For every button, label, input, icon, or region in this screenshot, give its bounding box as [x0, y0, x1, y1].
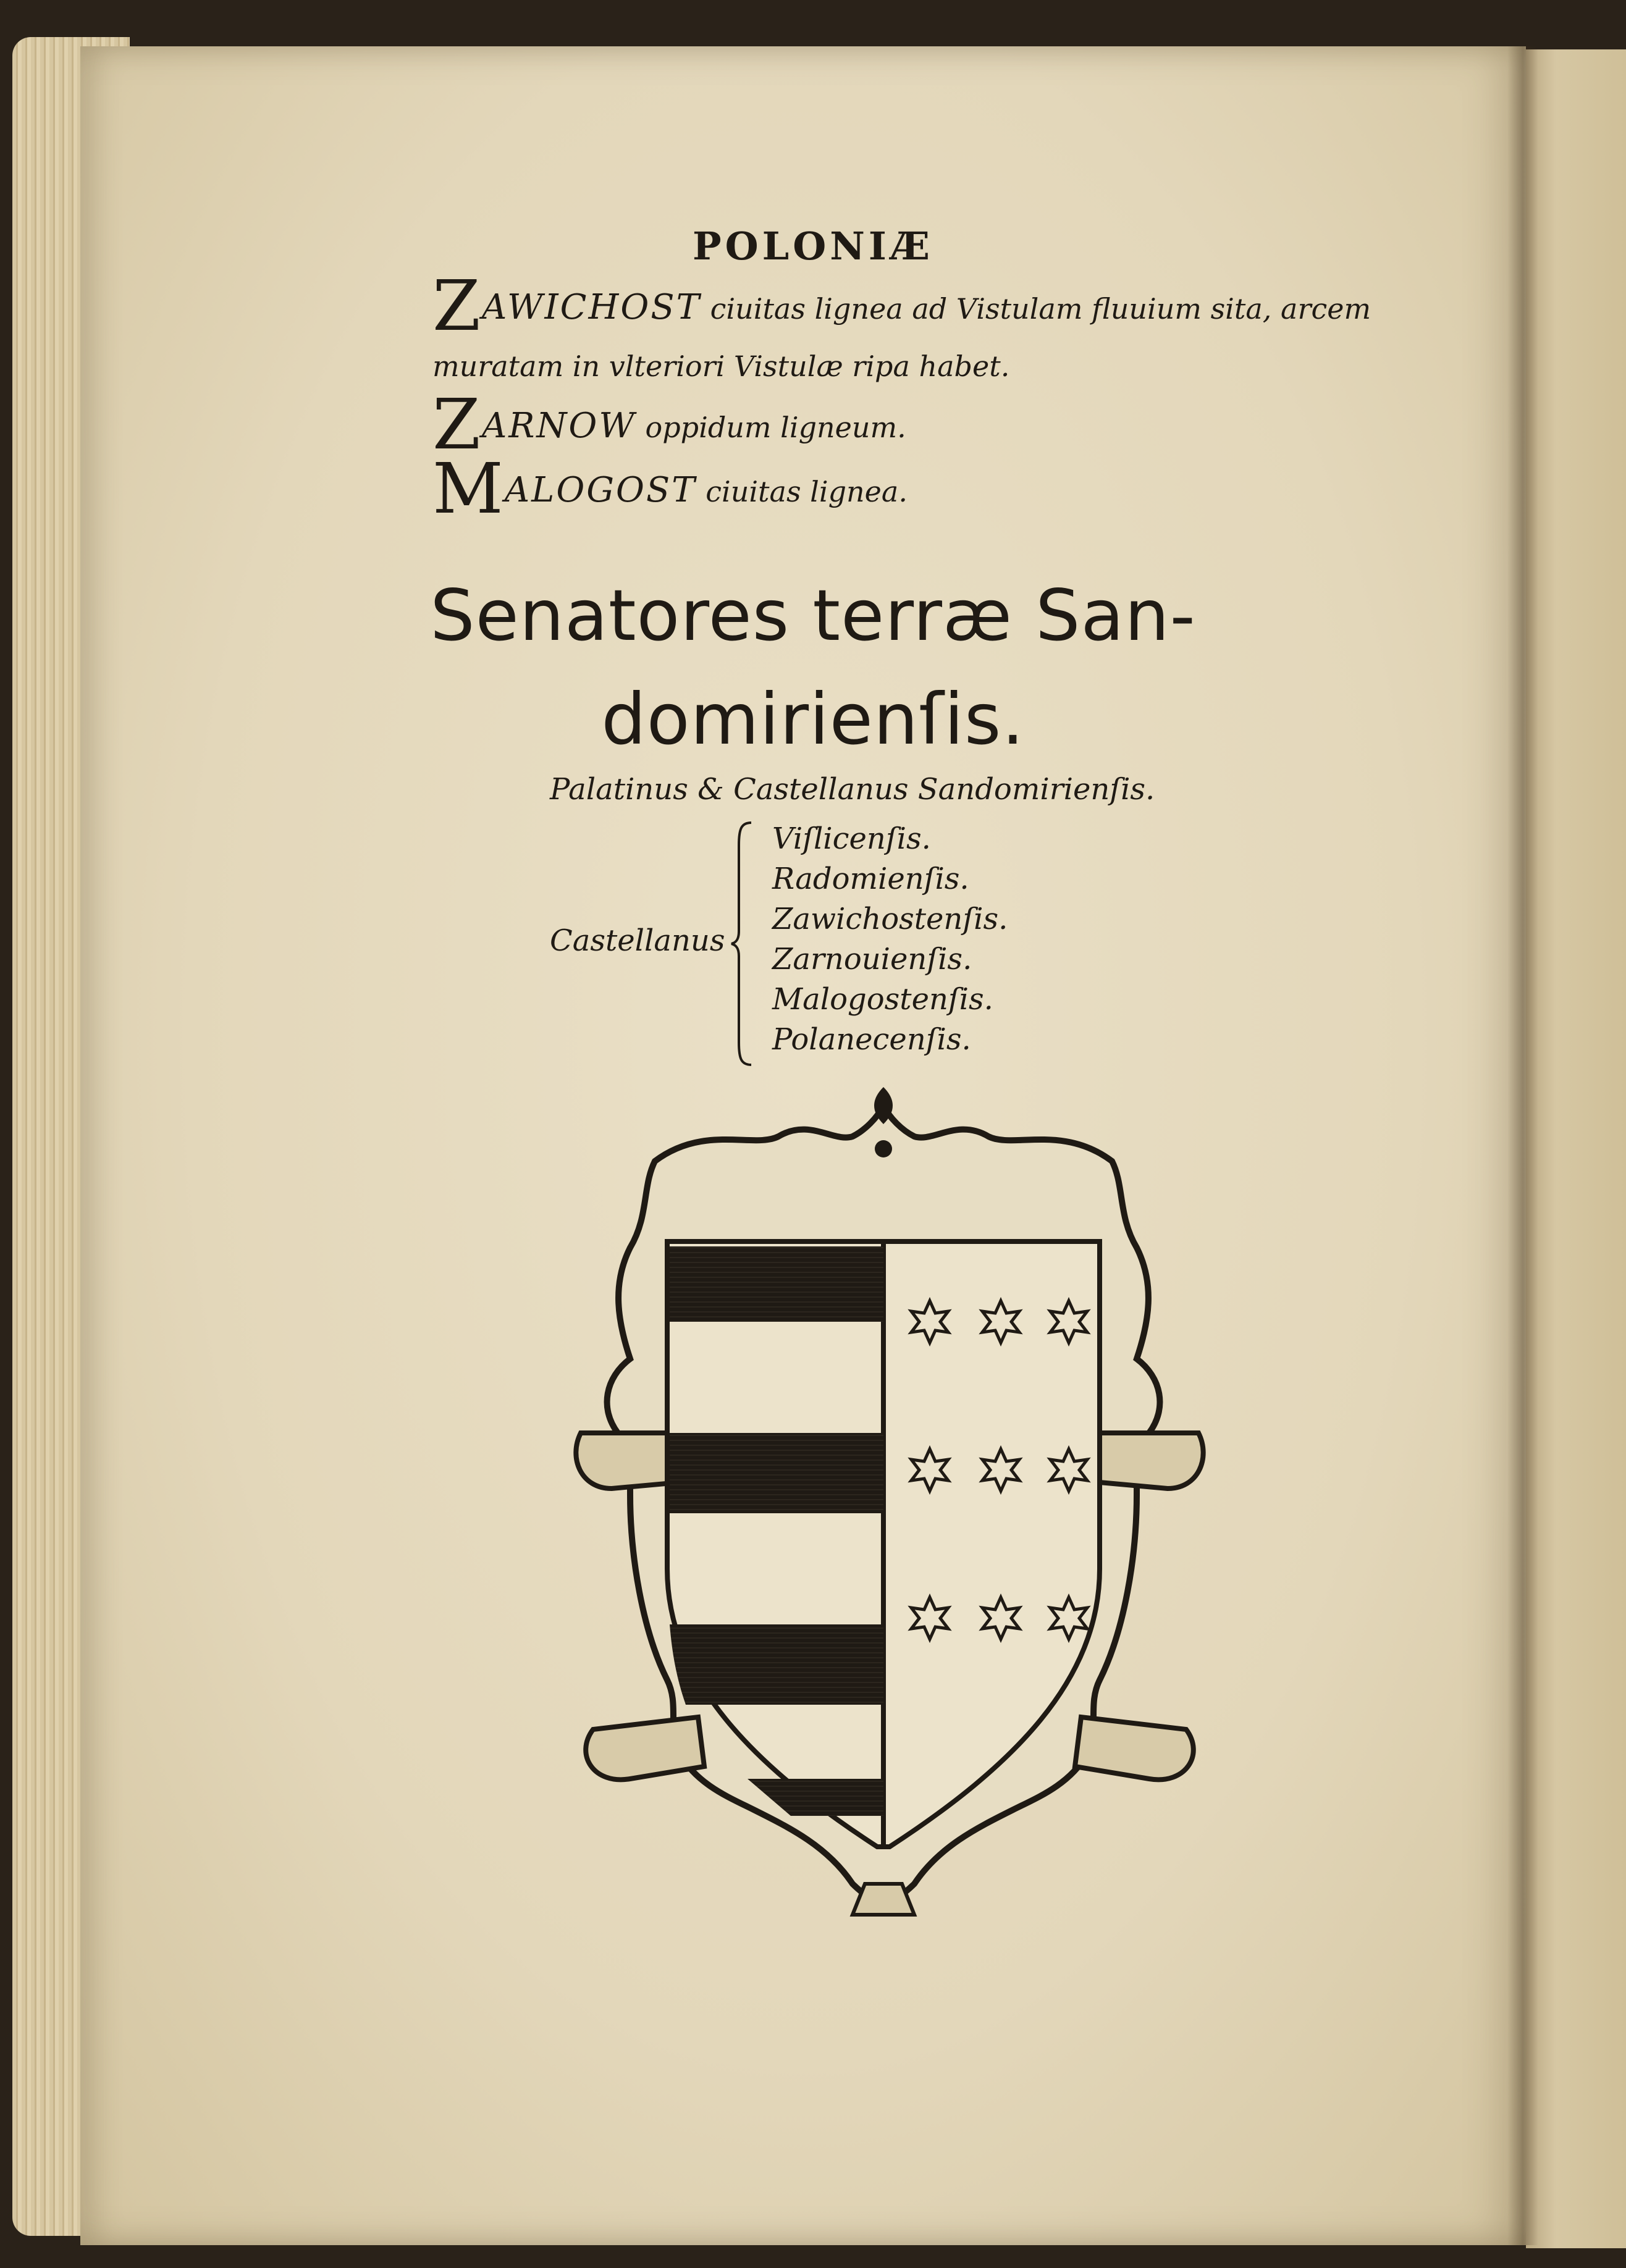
section-title-line1: Senatores terræ San- [430, 574, 1196, 657]
castellanus-label: Castellanus [550, 923, 725, 958]
shield-bar [670, 1433, 883, 1513]
entry-malogost [432, 449, 908, 529]
entry-zawichost-line2: muratam in vlteriori Vistulæ ripa habet. [432, 350, 1010, 383]
palatinus-line: Palatinus & Castellanus Sandomirienſis. [550, 772, 1155, 807]
entry-text: ciuitas lignea ad Vistulam fluuium sita, arcem [710, 292, 1371, 326]
coat-of-arms [544, 1087, 1236, 1939]
entry-name: ARNOW [481, 406, 636, 446]
entry-name: AWICHOST [481, 287, 701, 327]
entry-zawichost [432, 266, 1371, 346]
castellanus-item: Viſlicenſis. [772, 821, 931, 856]
castellanus-item: Radomienſis. [772, 862, 969, 896]
entry-initial: Z [432, 385, 482, 465]
entry-name: ALOGOST [504, 470, 697, 510]
gutter-shadow [1507, 46, 1538, 2245]
running-head: POLONIÆ [692, 224, 934, 269]
entry-text: ciuitas lignea. [706, 475, 908, 508]
entry-initial: Z [432, 266, 482, 346]
entry-text: oppidum ligneum. [645, 411, 906, 444]
castellanus-item: Polanecenſis. [772, 1022, 971, 1057]
shield-bar [670, 1624, 883, 1705]
section-title-line2: domirienſis. [601, 678, 1025, 760]
castellanus-item: Zarnouienſis. [772, 942, 972, 976]
castellanus-item: Malogostenſis. [772, 982, 993, 1017]
entry-initial: M [432, 449, 505, 529]
castellanus-item: Zawichostenſis. [772, 902, 1008, 936]
brace-icon [730, 820, 755, 1067]
facing-page-edge [1526, 49, 1626, 2248]
shield-bar [670, 1246, 883, 1322]
